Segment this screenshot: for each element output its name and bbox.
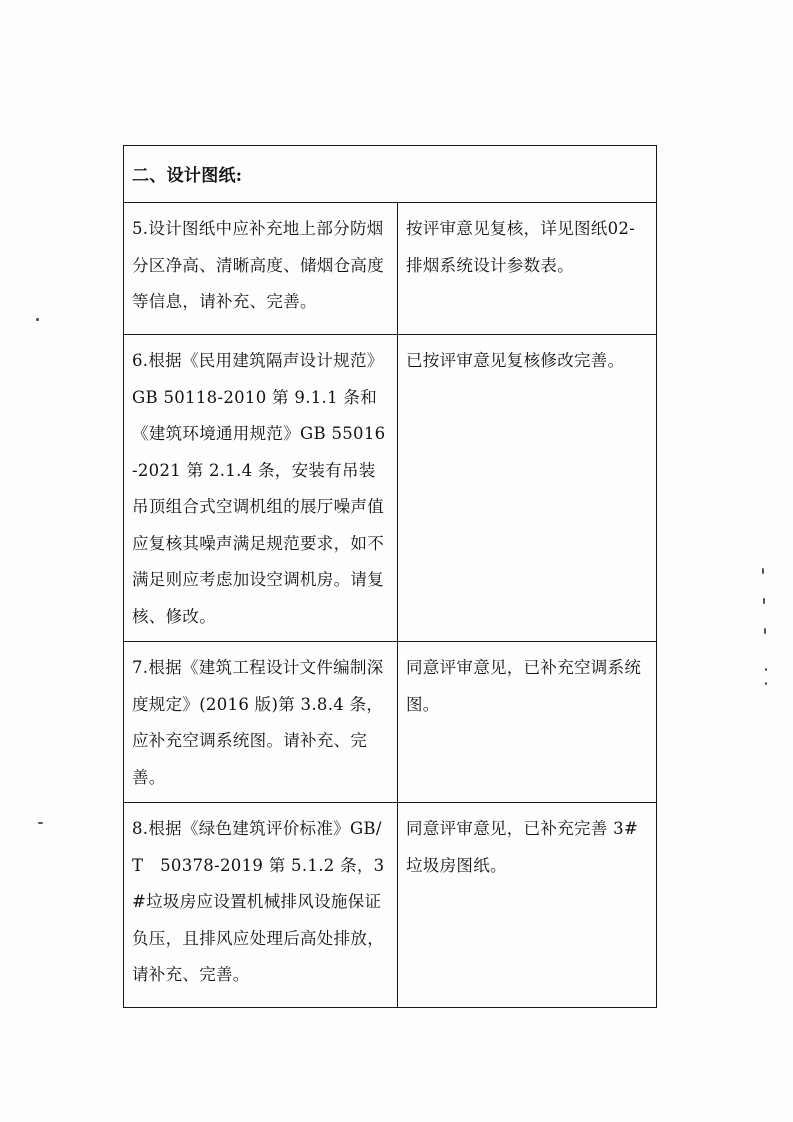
review-comment-cell: 6.根据《民用建筑隔声设计规范》GB 50118-2010 第 9.1.1 条和《建筑环境通用规范》GB 55016-2021 第 2.1.4 条，安装有吊装吊顶组合式空调机组的展厅噪声值应复核其噪声满足规范要求，如不满足则应考虑加设空调机房。请复核、修改。 <box>124 335 398 642</box>
scan-mark <box>765 668 767 671</box>
table-row <box>124 203 657 335</box>
scan-mark <box>38 822 43 824</box>
scan-mark <box>762 568 764 574</box>
section-heading-row <box>124 146 657 203</box>
table-row <box>124 642 657 803</box>
response-cell: 同意评审意见，已补充完善 3#垃圾房图纸。 <box>398 803 657 1008</box>
table-row <box>124 803 657 1008</box>
scan-mark <box>763 598 765 604</box>
response-cell: 同意评审意见，已补充空调系统图。 <box>398 642 657 803</box>
review-comment-cell: 8.根据《绿色建筑评价标准》GB/T 50378-2019 第 5.1.2 条，3#垃圾房应设置机械排风设施保证负压，且排风应处理后高处排放，请补充、完善。 <box>124 803 398 1008</box>
scan-mark <box>36 318 39 321</box>
response-cell: 按评审意见复核，详见图纸02-排烟系统设计参数表。 <box>398 203 657 335</box>
scan-mark <box>765 682 767 685</box>
response-cell: 已按评审意见复核修改完善。 <box>398 335 657 642</box>
review-comment-cell: 5.设计图纸中应补充地上部分防烟分区净高、清晰高度、储烟仓高度等信息，请补充、完善。 <box>124 203 398 335</box>
table-row <box>124 335 657 642</box>
scan-mark <box>764 628 766 634</box>
review-response-table <box>123 145 657 1008</box>
review-comment-cell: 7.根据《建筑工程设计文件编制深度规定》(2016 版)第 3.8.4 条，应补充空调系统图。请补充、完善。 <box>124 642 398 803</box>
section-heading: 二、设计图纸: <box>124 146 657 203</box>
